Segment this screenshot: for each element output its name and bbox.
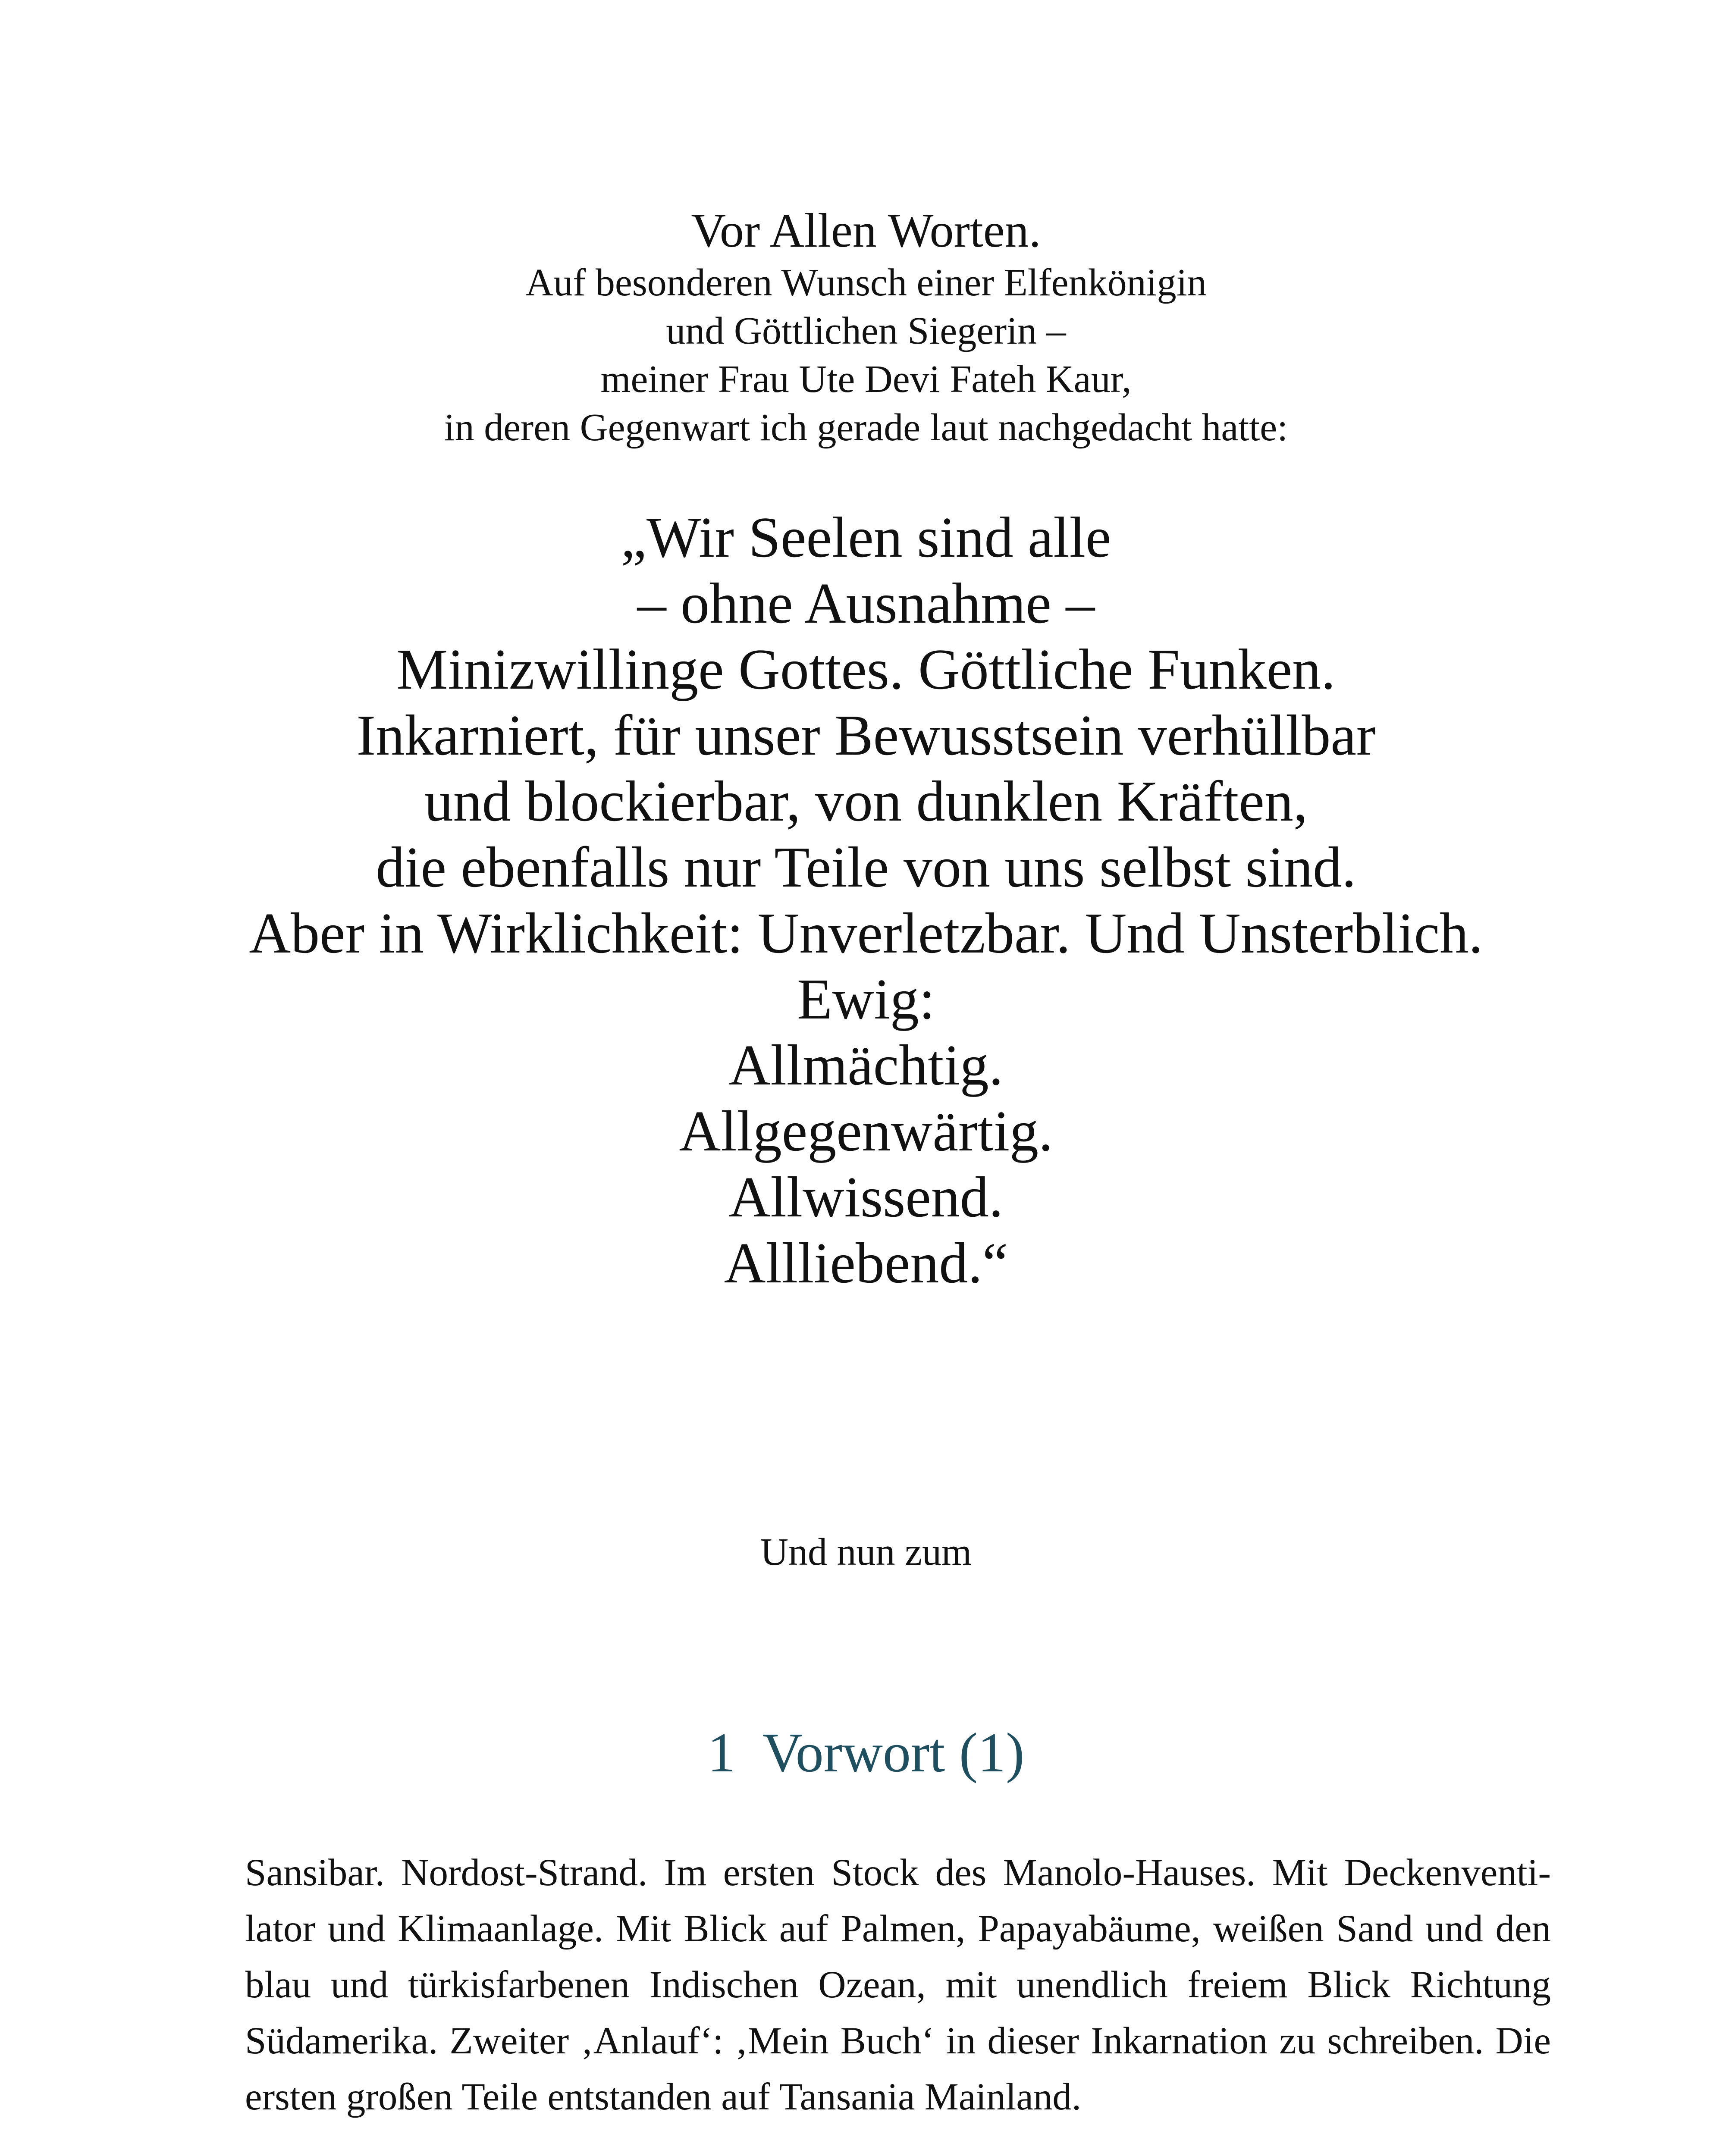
body-paragraph — [245, 1845, 1551, 2125]
body-line: Sansibar. Nordost-Strand. Im ersten Stock des Manolo-Hauses. Mit Deckenventi- — [245, 1852, 1551, 1894]
body-line: ersten großen Teile entstanden auf Tansania Mainland. — [245, 2076, 1082, 2118]
pre-title-heading: Vor Allen Worten. — [691, 204, 1041, 257]
dedication-line: meiner Frau Ute Devi Fateh Kaur, — [600, 358, 1132, 401]
pre-title-section — [0, 203, 1732, 452]
dedication-line: in deren Gegenwart ich gerade laut nachgedacht hatte: — [444, 406, 1288, 449]
quote-line: Aber in Wirklichkeit: Unverletzbar. Und Unsterblich. — [249, 901, 1483, 965]
chapter-number: 1 — [707, 1722, 736, 1784]
quote-line: Ewig: — [797, 967, 935, 1031]
quote-line: „Wir Seelen sind alle — [621, 505, 1111, 569]
chapter-title: Vorwort (1) — [762, 1722, 1025, 1784]
transition-text: Und nun zum — [760, 1531, 972, 1573]
quote-line: Allmächtig. — [728, 1033, 1004, 1097]
body-line: Südamerika. Zweiter ‚Anlauf‘: ‚Mein Buch‘ in dieser Inkarnation zu schreiben. Die — [245, 2020, 1551, 2062]
quote-line: Allgegenwärtig. — [679, 1099, 1053, 1163]
body-line: blau und türkisfarbenen Indischen Ozean, mit unendlich freiem Blick Richtung — [245, 1964, 1551, 2006]
quote-line: Inkarniert, für unser Bewusstsein verhüllbar — [356, 703, 1376, 767]
quote-block — [0, 505, 1732, 1296]
dedication — [0, 259, 1732, 452]
quote-line: Allliebend.“ — [724, 1231, 1008, 1295]
body-line: lator und Klimaanlage. Mit Blick auf Palmen, Papayabäume, weißen Sand und den — [245, 1908, 1551, 1950]
dedication-line: und Göttlichen Siegerin – — [666, 310, 1066, 352]
chapter-heading — [0, 1720, 1732, 1785]
quote-line: Minizwillinge Gottes. Göttliche Funken. — [396, 637, 1336, 701]
dedication-line: Auf besonderen Wunsch einer Elfenkönigin — [525, 261, 1207, 304]
quote-line: – ohne Ausnahme – — [637, 571, 1095, 635]
quote-line: und blockierbar, von dunklen Kräften, — [424, 769, 1308, 833]
quote-line: die ebenfalls nur Teile von uns selbst sind. — [376, 835, 1356, 899]
quote-line: Allwissend. — [728, 1165, 1004, 1229]
